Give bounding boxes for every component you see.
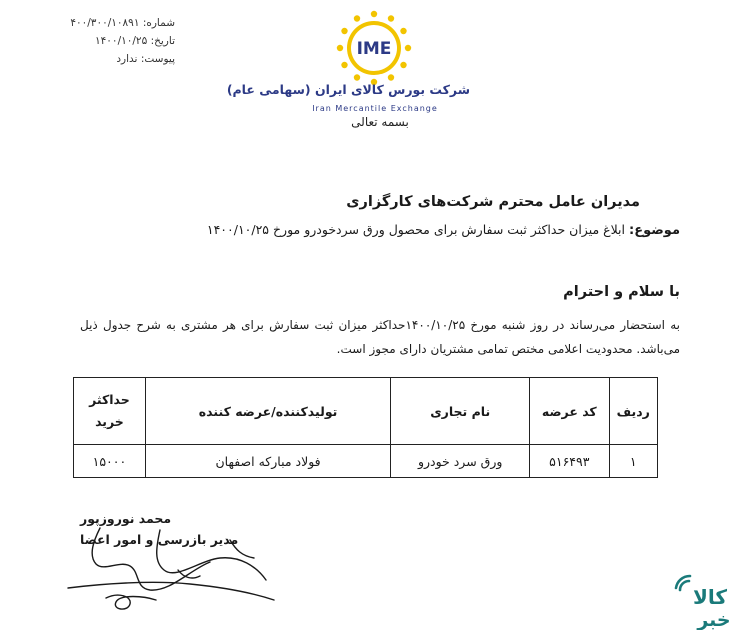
signatory-title: مدیر بازرسی و امور اعضا — [80, 532, 239, 547]
svg-text:کالا: کالا — [692, 585, 728, 609]
letter-body: به استحضار می‌رساند در روز شنبه مورخ ۱۴۰۰/۱۰/۲۵حداکثر میزان ثبت سفارش برای هر مشتری به شرح جدول ذیل می‌باشد. محدودیت اعلامی مختص تمامی مشتریان دارای مجوز است. — [80, 318, 680, 356]
greeting: با سلام و احترام — [563, 284, 680, 300]
cell-row-number: ۱ — [609, 445, 657, 478]
bismillah: بسمه تعالی — [351, 115, 409, 129]
company-name-fa: شرکت بورس کالای ایران (سهامی عام) — [226, 82, 470, 97]
letter-meta — [60, 14, 175, 68]
subject-label: موضوع: — [629, 223, 680, 238]
table-header-row — [74, 378, 658, 445]
kalakhabar-watermark-logo — [670, 572, 742, 630]
signatory-name: محمد نوروزپور — [80, 511, 172, 526]
subject-line — [207, 222, 680, 238]
subject-text: ابلاغ میزان حداکثر ثبت سفارش برای محصول ورق سردخودرو مورخ ۱۴۰۰/۱۰/۲۵ — [206, 222, 626, 237]
cell-trade-name: ورق سرد خودرو — [391, 445, 530, 478]
header-producer: تولیدکننده/عرضه کننده — [145, 378, 390, 445]
header-max-purchase: حداکثر خرید — [74, 378, 146, 445]
company-name-en: Iran Mercantile Exchange — [312, 104, 438, 113]
cell-offer-code: ۵۱۶۴۹۳ — [530, 445, 609, 478]
letter-attachment: پیوست: ندارد — [116, 53, 175, 65]
svg-text:خبر: خبر — [697, 609, 731, 630]
header-offer-code: کد عرضه — [530, 378, 609, 445]
table-row — [74, 445, 658, 478]
header-trade-name: نام تجاری — [391, 378, 530, 445]
letter-number: شماره: ۴۰۰/۳۰۰/۱۰۸۹۱ — [70, 17, 175, 29]
cell-producer: فولاد مبارکه اصفهان — [145, 445, 390, 478]
cell-max-purchase: ۱۵۰۰۰ — [74, 445, 146, 478]
ime-logo-icon — [336, 10, 412, 86]
svg-text:IME: IME — [356, 39, 392, 59]
letter-date: تاریخ: ۱۴۰۰/۱۰/۲۵ — [95, 35, 175, 47]
allocation-table — [73, 377, 658, 478]
header-row-number: ردیف — [609, 378, 657, 445]
recipient: مدیران عامل محترم شرکت‌های کارگزاری — [346, 194, 640, 210]
